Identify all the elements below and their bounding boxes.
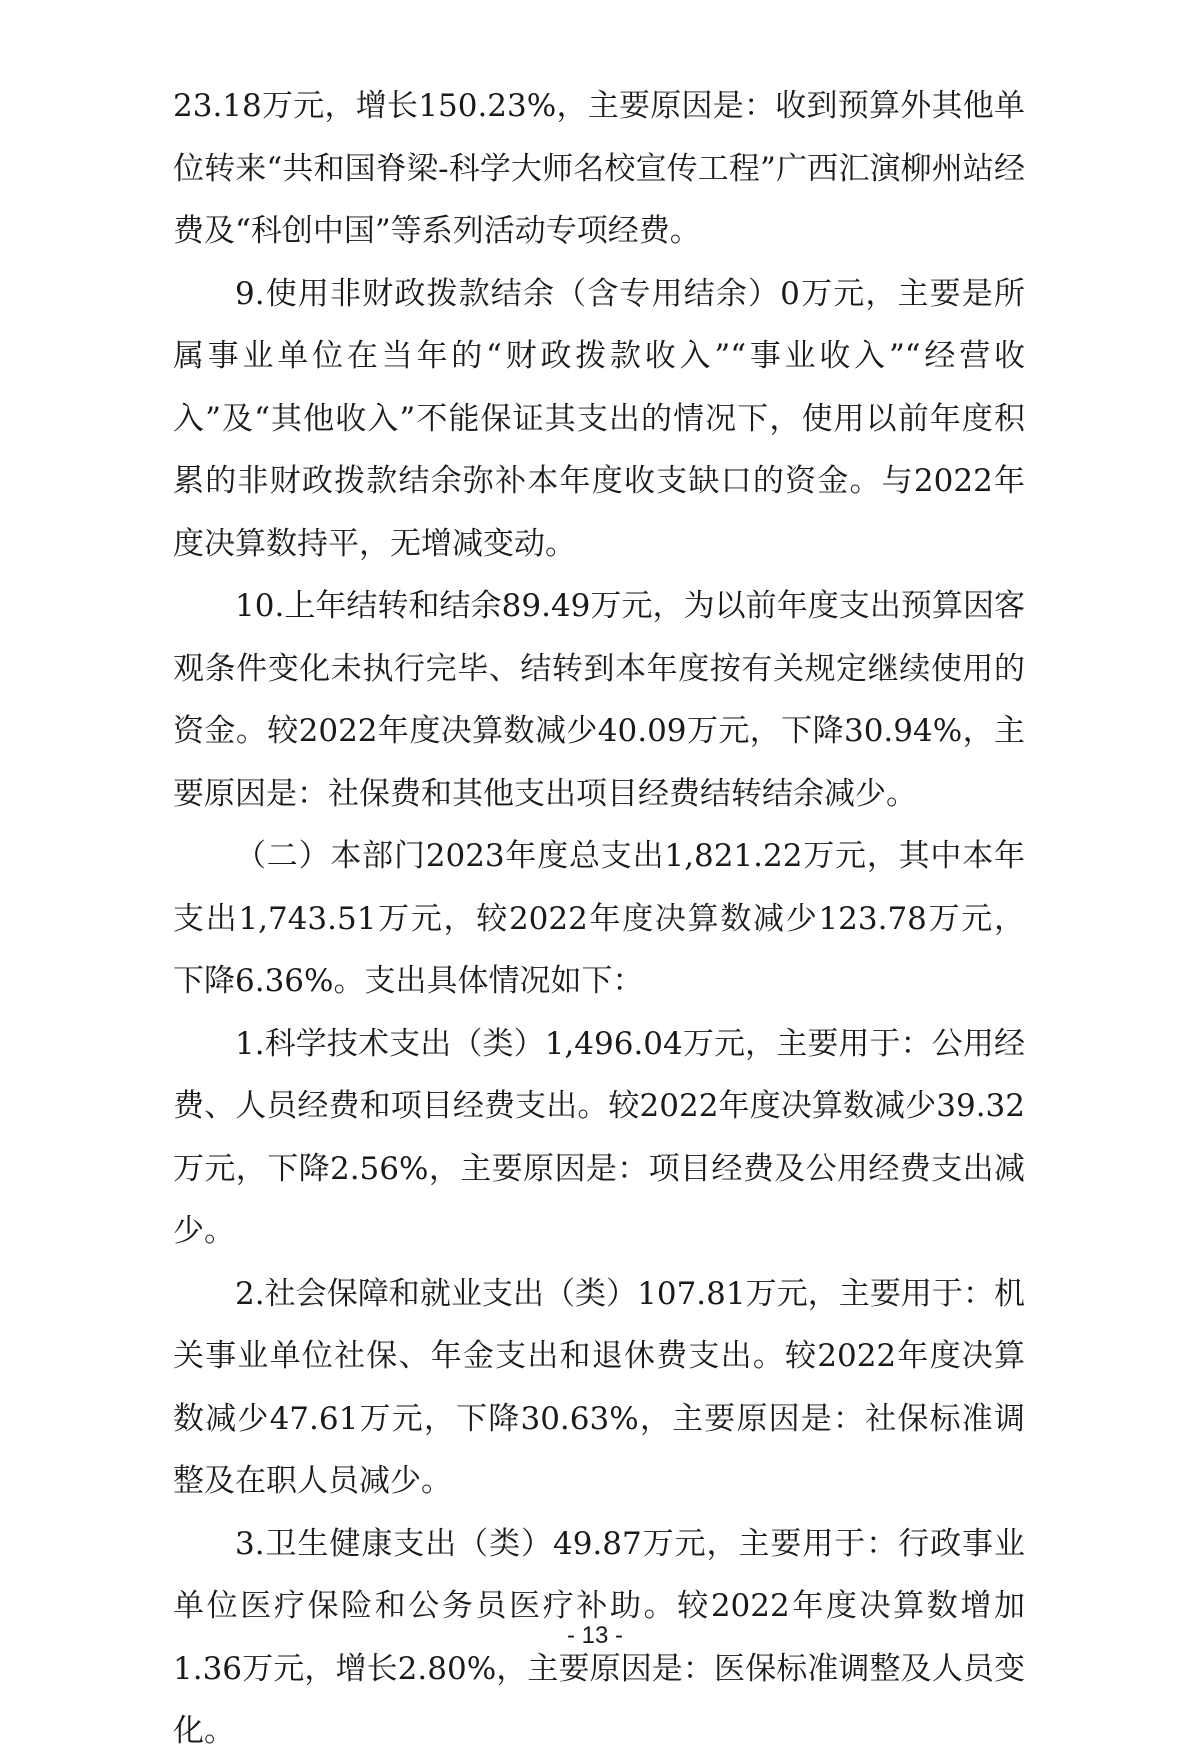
document-body: [173, 75, 1025, 1763]
page-number: - 13 -: [566, 1622, 623, 1649]
paragraph-expense-3-health: 3.卫生健康支出（类）49.87万元，主要用于：行政事业单位医疗保险和公务员医疗补助。较2022年度决算数增加1.36万元，增长2.80%，主要原因是：医保标准调整及人员变化。: [173, 1525, 1025, 1749]
paragraph-other-income-continued: 23.18万元，增长150.23%，主要原因是：收到预算外其他单位转来“共和国脊梁-科学大师名校宣传工程”广西汇演柳州站经费及“科创中国”等系列活动专项经费。: [173, 88, 1025, 249]
paragraph-item-9-non-fiscal-balance: 9.使用非财政拨款结余（含专用结余）0万元，主要是所属事业单位在当年的“财政拨款收入”“事业收入”“经营收入”及“其他收入”不能保证其支出的情况下，使用以前年度积累的非财政拨款结余弥补本年度收支缺口的资金。与2022年度决算数持平，无增减变动。: [173, 275, 1025, 562]
paragraph-expense-2-social-security: 2.社会保障和就业支出（类）107.81万元，主要用于：机关事业单位社保、年金支出和退休费支出。较2022年度决算数减少47.61万元，下降30.63%，主要原因是：社保标准调整及在职人员减少。: [173, 1275, 1025, 1499]
paragraph-item-10-carryover: 10.上年结转和结余89.49万元，为以前年度支出预算因客观条件变化未执行完毕、结转到本年度按有关规定继续使用的资金。较2022年度决算数减少40.09万元，下降30.94%，主要原因是：社保费和其他支出项目经费结转结余减少。: [173, 588, 1025, 812]
paragraph-expense-1-science-technology: 1.科学技术支出（类）1,496.04万元，主要用于：公用经费、人员经费和项目经费支出。较2022年度决算数减少39.32万元，下降2.56%，主要原因是：项目经费及公用经费支出减少。: [173, 1025, 1025, 1249]
paragraph-section-2-total-expenditure: （二）本部门2023年度总支出1,821.22万元，其中本年支出1,743.51万元，较2022年度决算数减少123.78万元，下降6.36%。支出具体情况如下：: [173, 838, 1025, 999]
